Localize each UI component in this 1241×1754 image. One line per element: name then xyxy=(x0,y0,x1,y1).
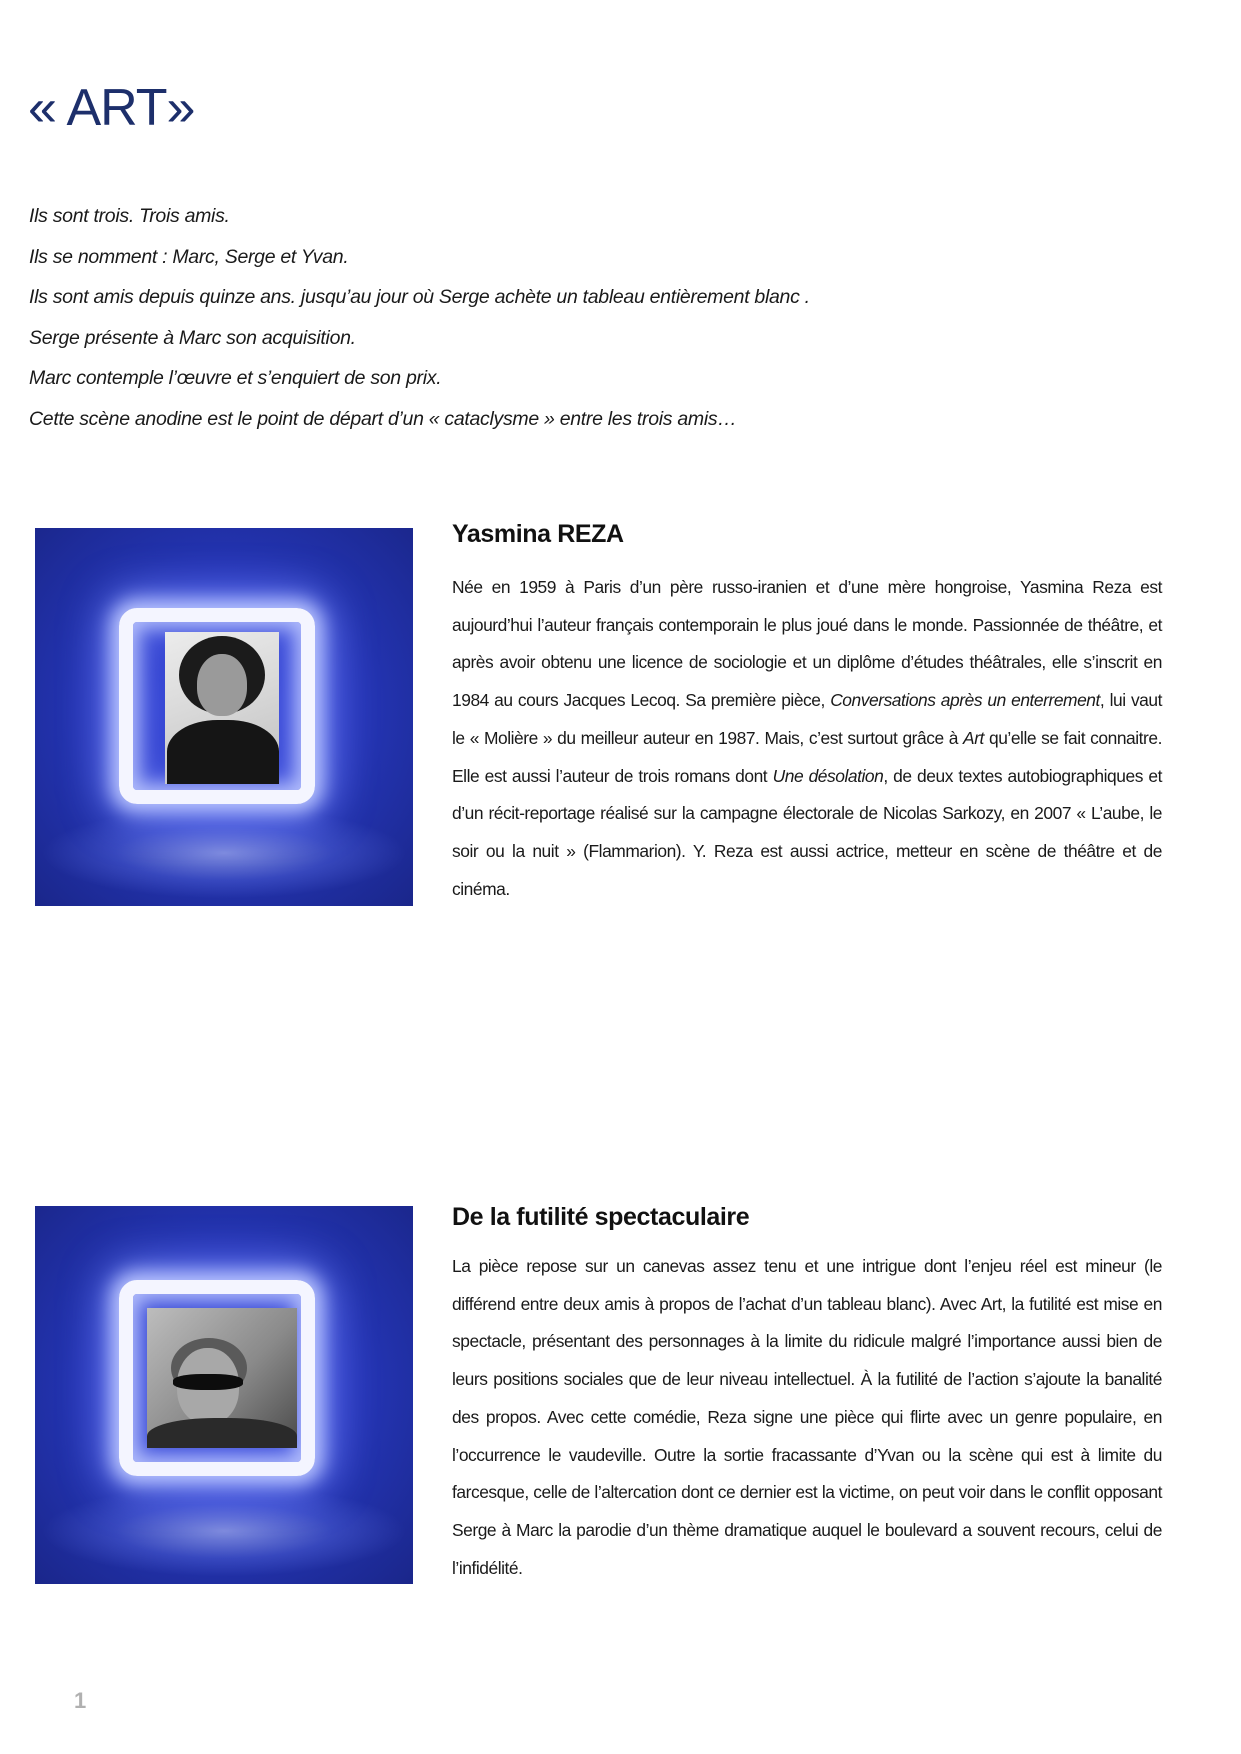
director-portrait-image xyxy=(147,1308,297,1448)
director-photo xyxy=(35,1206,413,1584)
intro-line: Cette scène anodine est le point de départ d’un « cataclysme » entre les trois amis… xyxy=(29,407,737,430)
work-title: Art xyxy=(963,727,984,748)
body-text: , lui vaut le « Molière » du meilleur auteur en 1987. Mais, c’est surtout grâce à xyxy=(452,690,1163,748)
portrait-body xyxy=(167,720,279,784)
body-text: , de deux textes autobiographiques et d’un récit-reportage réalisé sur la campagne électorale de Nicolas Sarkozy, en 2007 « L’aube, le soir ou la nuit » (Flammarion). Y. Reza est aussi actrice, metteur en scène de théâtre et de cinéma. xyxy=(452,765,1162,899)
page-title: « ART» xyxy=(28,79,195,137)
section-heading-author: Yasmina REZA xyxy=(452,520,624,548)
section-body-author xyxy=(452,569,1162,908)
portrait-face xyxy=(197,654,247,716)
intro-line: Ils sont trois. Trois amis. xyxy=(29,205,230,227)
section-body-futility: La pièce repose sur un canevas assez tenu et une intrigue dont l’enjeu réel est mineur (le différend entre deux amis à propos de l’achat d’un tableau blanc). Avec Art, la futilité est mise en spectacle, présentant des personnages à la limite du ridicule malgré l’importance aussi bien de leurs positions sociales que de leur niveau intellectuel. À la futilité de l’action s’ajoute la banalité des propos. Avec cette comédie, Reza signe une pièce qui flirte avec un genre populaire, en l’occurrence le vaudeville. Outre la sortie fracassante d’Yvan ou la scène qui est à limite du farcesque, celle de l’altercation dont ce dernier est la victime, on peut voir dans le conflit opposant Serge à Marc la parodie d’un thème dramatique auquel le boulevard a souvent recours, celui de l’infidélité. xyxy=(452,1256,1162,1578)
author-portrait-image xyxy=(165,632,279,784)
author-photo xyxy=(35,528,413,906)
intro-line: Serge présente à Marc son acquisition. xyxy=(29,326,356,349)
work-title: Conversations après un enterrement xyxy=(830,690,1100,711)
intro-line: Ils se nomment : Marc, Serge et Yvan. xyxy=(29,245,349,268)
portrait-sunglasses xyxy=(173,1374,243,1390)
page-number: 1 xyxy=(74,1688,87,1713)
portrait-body xyxy=(147,1418,297,1448)
intro-text xyxy=(29,196,929,439)
body-text: qu’elle se fait connaitre. Elle est aussi l’auteur de trois romans dont xyxy=(452,727,1162,786)
body-text: Née en 1959 à Paris d’un père russo-iranien et d’une mère hongroise, Yasmina Reza est aujourd’hui l’auteur français contemporain le plus joué dans le monde. Passionnée de théâtre, et après avoir obtenu une licence de sociologie et un diplôme d’études théâtrales, elle s’inscrit en 1984 au cours Jacques Lecoq. Sa première pièce, xyxy=(452,577,1162,711)
intro-line: Marc contemple l’œuvre et s’enquiert de son prix. xyxy=(29,367,442,389)
section-heading-futility: De la futilité spectaculaire xyxy=(452,1203,750,1231)
work-title: Une désolation xyxy=(772,765,884,786)
intro-line: Ils sont amis depuis quinze ans. jusqu’au jour où Serge achète un tableau entièrement blanc . xyxy=(29,286,810,308)
